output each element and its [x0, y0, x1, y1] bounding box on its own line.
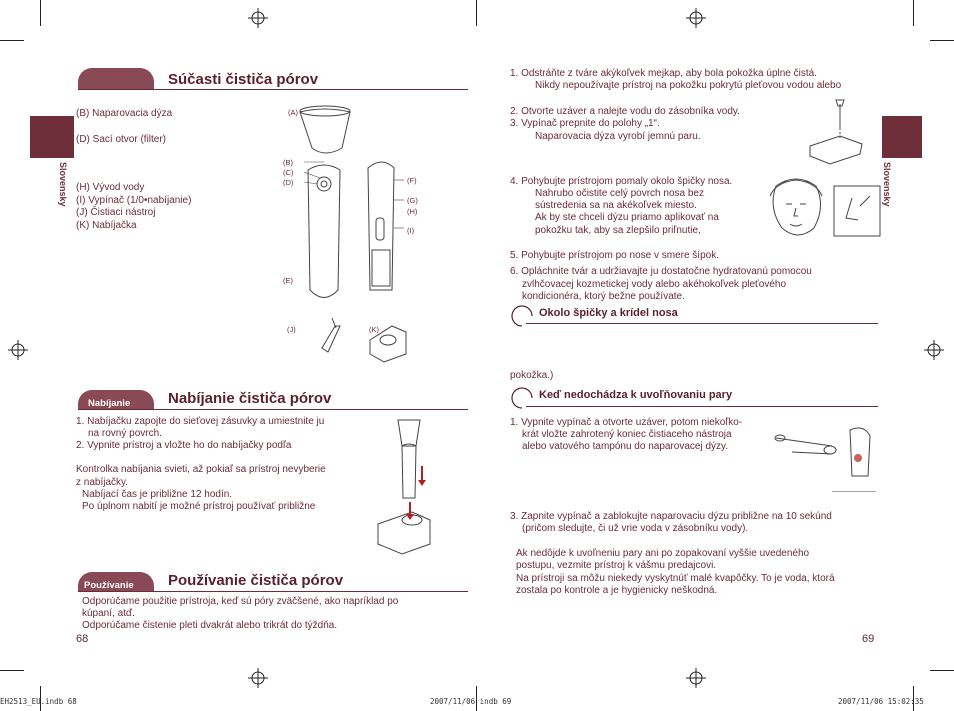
step-text: 2. Vypnite prístroj a vložte ho do nabíjačky podľa	[76, 440, 292, 451]
diagram-label: (E)	[283, 276, 293, 285]
sub-section-title-nose: Okolo špičky a krídel nosa	[539, 307, 678, 319]
step-text: Po úplnom nabití je možné prístroj používať približne	[82, 501, 316, 512]
crop-mark	[0, 40, 24, 41]
usage-text: Odporúčame použitie prístroja, keď sú póry zväčšené, ako napríklad po	[82, 596, 399, 607]
step-text: 3. Zapnite vypínač a zablokujte naparovaciu dýzu približne na 10 sekúnd	[510, 511, 832, 522]
usage-text: Odporúčame čistenie pleti dvakrát alebo trikrát do týždňa.	[82, 620, 338, 631]
step-text: na rovný povrch.	[88, 428, 162, 439]
diagram-label: (F)	[407, 176, 417, 185]
crop-mark	[40, 0, 41, 26]
footer-timestamp: 2007/11/06 15:02:35	[838, 697, 924, 706]
part-label: (I) Vypínač (1/0•nabíjanie)	[76, 195, 192, 206]
sub-section-title-steam: Keď nedochádza k uvoľňovaniu pary	[539, 389, 733, 401]
step-text: krát vložte zahrotený koniec čistiaceho nástroja	[522, 429, 732, 440]
step-text: (pričom sledujte, či už vrie voda v zásobníku vody).	[522, 523, 749, 534]
section-tag-usage: Používanie	[84, 580, 134, 591]
step-text: pokožku tak, aby sa zlepšilo priľnutie,	[535, 225, 701, 236]
part-label: (B) Naparovacia dýza	[76, 108, 173, 119]
diagram-label: (D)	[283, 178, 294, 187]
diagram-label: (I)	[407, 226, 415, 235]
registration-mark-icon	[248, 8, 268, 28]
section-title-parts: Súčasti čističa pórov	[168, 71, 319, 88]
diagram-label: (B)	[283, 158, 293, 167]
sub-section-rule	[526, 323, 878, 324]
language-tab	[882, 116, 922, 158]
language-label: Slovensky	[58, 162, 68, 207]
section-tag-charging: Nabíjanie	[88, 398, 131, 409]
step-text: zvlhčovacej kozmetickej vody alebo akéhokoľvek pleťového	[522, 279, 787, 290]
sub-section-marker-icon	[510, 304, 536, 328]
section-rule	[78, 409, 468, 410]
section-title-usage: Používanie čističa pórov	[168, 572, 344, 589]
step-text: kondicionéra, ktorý bežne používate.	[522, 291, 685, 302]
diagram-label: (G)	[407, 196, 418, 205]
footer-date: 2007/11/06 indb 69	[430, 697, 512, 706]
step-text: 3. Vypínač prepnite do polohy „1“.	[510, 118, 660, 129]
section-rule	[78, 591, 468, 592]
registration-mark-icon	[248, 668, 268, 688]
registration-mark-icon	[686, 8, 706, 28]
usage-text: kúpaní, atď.	[82, 608, 135, 619]
diagram-label: (C)	[283, 168, 294, 177]
filling-water-illustration	[800, 96, 880, 170]
diagram-label: (J)	[287, 325, 296, 334]
part-label: (K) Nabíjačka	[76, 220, 137, 231]
step-text: Nikdy nepoužívajte prístroj na pokožku pokrytú pleťovou vodou alebo	[535, 80, 842, 91]
page-number-left: 68	[76, 633, 89, 645]
crop-mark	[930, 40, 954, 41]
registration-mark-icon	[924, 340, 944, 360]
step-text: pokožka.)	[510, 370, 554, 381]
language-tab	[30, 116, 74, 158]
crop-mark	[913, 0, 914, 26]
step-text: sústredenia sa na akékoľvek miesto.	[535, 200, 697, 211]
sub-section-rule	[526, 406, 878, 407]
language-label: Slovensky	[882, 162, 892, 207]
diagram-label: (K)	[369, 325, 379, 334]
step-text: Kontrolka nabíjania svieti, až pokiaľ sa prístroj nevyberie	[76, 464, 326, 475]
cleaning-tool-illustration	[772, 416, 878, 492]
page-number-right: 69	[862, 633, 875, 645]
diagram-label: (A)	[288, 108, 298, 117]
step-text: z nabíjačky.	[76, 477, 129, 488]
step-text: zostala po kontrole a je hygienicky neškodná.	[516, 585, 718, 596]
step-text: 6. Opláchnite tvár a udržiavajte ju dostatočne hydratovanú pomocou	[510, 266, 812, 277]
step-text: Nahrubo očistite celý povrch nosa bez	[535, 188, 704, 199]
step-text: 4. Pohybujte prístrojom pomaly okolo špičky nosa.	[510, 176, 733, 187]
diagram-label: (H)	[407, 207, 418, 216]
part-label: (J) Čistiaci nástroj	[76, 207, 156, 218]
part-label: (H) Vývod vody	[76, 182, 145, 193]
section-rule	[78, 89, 468, 90]
section-title-charging: Nabíjanie čističa pórov	[168, 390, 332, 407]
step-text: 1. Vypnite vypínač a otvorte uzáver, potom niekoľko-	[510, 417, 743, 428]
step-text: Nabíjací čas je približne 12 hodín.	[82, 489, 233, 500]
step-text: alebo vatového tampónu do naparovacej dýzy.	[522, 441, 729, 452]
crop-mark	[0, 670, 24, 671]
step-text: Ak by ste chceli dýzu priamo aplikovať na	[535, 212, 719, 223]
step-text: Na prístroji sa môžu niekedy vyskytnúť malé kvapôčky. To je voda, ktorá	[516, 573, 835, 584]
crop-mark	[476, 0, 477, 26]
crop-mark	[930, 670, 954, 671]
step-text: 1. Odstráňte z tváre akýkoľvek mejkap, aby bola pokožka úplne čistá.	[510, 68, 817, 79]
product-diagram	[280, 100, 440, 370]
step-text: 5. Pohybujte prístrojom po nose v smere šípok.	[510, 250, 719, 261]
step-text: Ak nedôjde k uvoľneniu pary ani po zopakovaní vyššie uvedeného	[516, 548, 810, 559]
charging-diagram	[372, 416, 442, 558]
step-text: postupu, vezmite prístroj k vášmu predajcovi.	[516, 560, 717, 571]
registration-mark-icon	[686, 668, 706, 688]
step-text: 1. Nabíjačku zapojte do sieťovej zásuvky a umiestnite ju	[76, 416, 325, 427]
face-illustration	[756, 176, 886, 248]
section-pill	[78, 68, 154, 90]
part-label: (D) Sací otvor (filter)	[76, 134, 167, 145]
step-text: Naparovacia dýza vyrobí jemnú paru.	[535, 131, 701, 142]
footer-file-info: EH2513_EU.indb 68	[0, 697, 77, 706]
registration-mark-icon	[8, 340, 28, 360]
step-text: 2. Otvorte uzáver a nalejte vodu do zásobníka vody.	[510, 106, 740, 117]
